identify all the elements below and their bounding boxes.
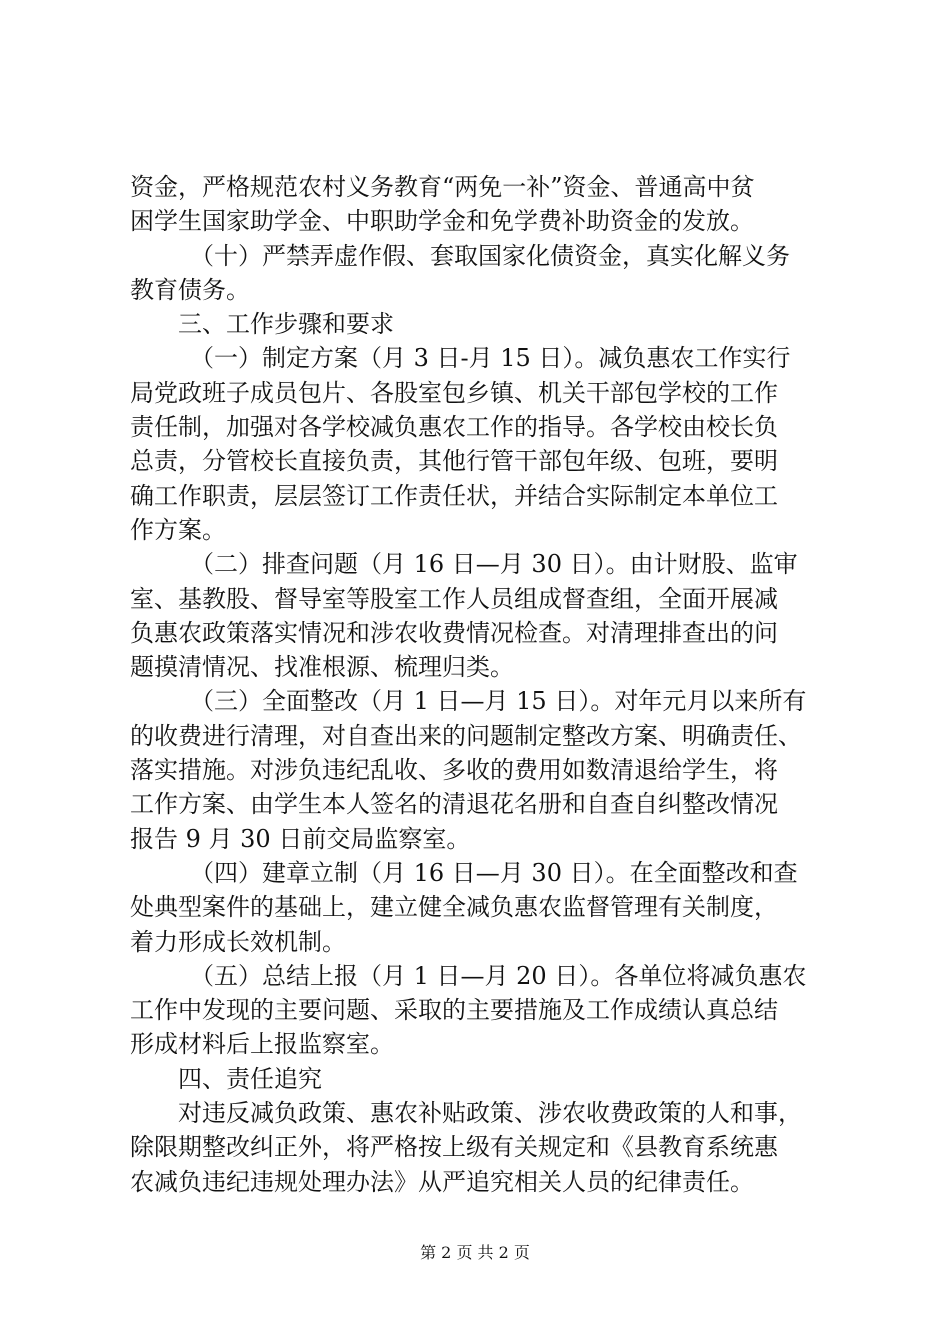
text-line: 困学生国家助学金、中职助学金和免学费补助资金的发放。 [130, 207, 754, 236]
text-line: 落实措施。对涉负违纪乱收、多收的费用如数清退给学生，将 [130, 756, 778, 785]
text-line: 报告 9 月 30 日前交局监察室。 [130, 824, 471, 853]
text-line: （一）制定方案（月 3 日-月 15 日）。减负惠农工作实行 [190, 344, 791, 373]
text-line: （三）全面整改（月 1 日—月 15 日）。对年元月以来所有 [190, 687, 807, 716]
page-number-footer: 第 2 页 共 2 页 [420, 1243, 530, 1262]
text-line: （四）建章立制（月 16 日—月 30 日）。在全面整改和查 [190, 858, 798, 887]
text-line: 室、基教股、督导室等股室工作人员组成督查组，全面开展减 [130, 584, 778, 613]
text-line: 除限期整改纠正外，将严格按上级有关规定和《县教育系统惠 [130, 1133, 778, 1162]
section-heading: 三、工作步骤和要求 [178, 310, 394, 339]
text-line: 确工作职责，层层签订工作责任状，并结合实际制定本单位工 [130, 481, 778, 510]
text-line: 总责，分管校长直接负责，其他行管干部包年级、包班，要明 [130, 447, 778, 476]
document-body [130, 170, 830, 1199]
text-line: 题摸清情况、找准根源、梳理归类。 [130, 653, 514, 682]
text-line: 着力形成长效机制。 [130, 927, 346, 956]
text-line: （十）严禁弄虚作假、套取国家化债资金，真实化解义务 [190, 241, 790, 270]
text-line: （五）总结上报（月 1 日—月 20 日）。各单位将减负惠农 [190, 961, 807, 990]
text-line: 责任制，加强对各学校减负惠农工作的指导。各学校由校长负 [130, 413, 778, 442]
text-line: 局党政班子成员包片、各股室包乡镇、机关干部包学校的工作 [130, 378, 778, 407]
section-heading: 四、责任追究 [178, 1064, 322, 1093]
text-line: 处典型案件的基础上，建立健全减负惠农监督管理有关制度， [130, 893, 778, 922]
text-line: 教育债务。 [130, 275, 250, 304]
text-line: 形成材料后上报监察室。 [130, 1030, 394, 1059]
text-line: 资金，严格规范农村义务教育“两免一补”资金、普通高中贫 [130, 173, 755, 201]
text-line: 工作方案、由学生本人签名的清退花名册和自查自纠整改情况 [130, 790, 778, 819]
text-line: 农减负违纪违规处理办法》从严追究相关人员的纪律责任。 [130, 1167, 754, 1196]
text-line: 负惠农政策落实情况和涉农收费情况检查。对清理排查出的问 [130, 618, 778, 647]
text-line: 作方案。 [130, 515, 226, 544]
text-line: （二）排查问题（月 16 日—月 30 日）。由计财股、监审 [190, 550, 798, 579]
text-line: 的收费进行清理，对自查出来的问题制定整改方案、明确责任、 [130, 721, 802, 750]
text-line: 工作中发现的主要问题、采取的主要措施及工作成绩认真总结 [130, 996, 778, 1025]
text-line: 对违反减负政策、惠农补贴政策、涉农收费政策的人和事， [178, 1099, 802, 1128]
